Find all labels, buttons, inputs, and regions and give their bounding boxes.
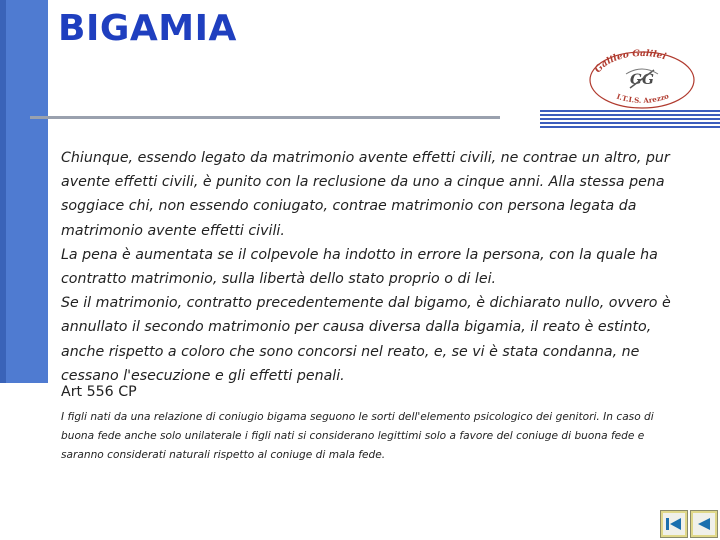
school-logo: [586, 44, 698, 110]
logo-ring-top: Galileo Galilei: [593, 48, 668, 76]
title-divider-striped: [540, 110, 720, 128]
previous-slide-icon: [695, 516, 713, 532]
logo-ring-bottom: I.T.I.S. Arezzo: [615, 91, 670, 105]
slide-navigation: [660, 510, 718, 538]
title-divider: [30, 116, 500, 119]
slide-title: BIGAMIA: [58, 8, 237, 49]
left-accent-edge: [0, 0, 6, 383]
first-slide-button[interactable]: [660, 510, 688, 538]
footnote: I figli nati da una relazione di coniugio bigama seguono le sorti dell'elemento psicologico dei genitori. In caso di buona fede anche solo unilaterale i figli nati si considerano legittimi solo a favore del coniuge di buona fede e saranno considerati naturali rispetto al coniuge di mala fede.: [61, 411, 654, 461]
paragraph-2: La pena è aumentata se il colpevole ha indotto in errore la persona, con la quale ha contratto matrimonio, sulla libertà dello stato proprio o di lei.: [61, 246, 658, 288]
logo-monogram: GG: [630, 72, 654, 88]
article-reference: Art 556 CP: [61, 384, 137, 400]
article-text: [61, 146, 681, 388]
paragraph-3: Se il matrimonio, contratto precedentemente dal bigamo, è dichiarato nullo, ovvero è annullato il secondo matrimonio per causa diversa dalla bigamia, il reato è estinto, anche rispetto a coloro che sono concorsi nel reato, e, se vi è stata condanna, ne cessano l'esecuzione e gli effetti penali.: [61, 295, 671, 384]
first-slide-icon: [665, 516, 683, 532]
paragraph-1: Chiunque, essendo legato da matrimonio avente effetti civili, ne contrae un altro, pur avente effetti civili, è punito con la reclusione da uno a cinque anni. Alla stessa pena soggiace chi, non essendo coniugato, contrae matrimonio con persona legata da matrimonio avente effetti civili.: [61, 150, 670, 239]
svg-text:I.T.I.S. Arezzo: [615, 91, 670, 105]
left-accent-bar: [0, 0, 48, 383]
previous-slide-button[interactable]: [690, 510, 718, 538]
